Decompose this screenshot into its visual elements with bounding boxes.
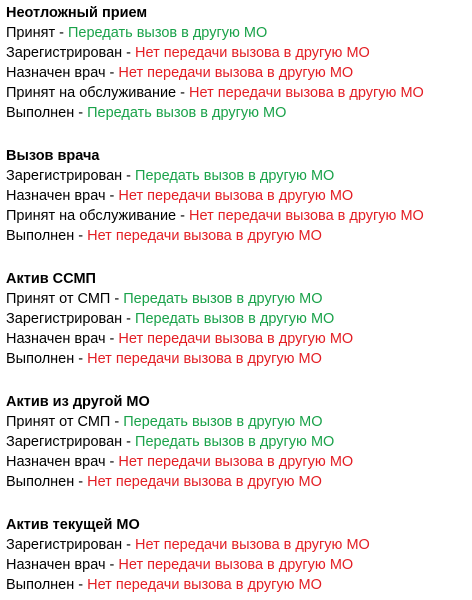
status-name: Принят от СМП <box>6 291 111 307</box>
status-name: Принят <box>6 25 56 41</box>
status-line <box>6 23 472 43</box>
status-name: Зарегистрирован <box>6 45 123 61</box>
status-name: Принят от СМП <box>6 414 111 430</box>
action-text: Нет передачи вызова в другую МО <box>135 45 370 61</box>
status-name: Выполнен <box>6 228 75 244</box>
status-line <box>6 186 472 206</box>
status-line <box>6 103 472 123</box>
section-title: Актив из другой МО <box>6 394 150 410</box>
status-name: Выполнен <box>6 577 75 593</box>
separator: - <box>74 228 88 244</box>
status-line <box>6 43 472 63</box>
separator: - <box>105 65 119 81</box>
action-text: Передать вызов в другую МО <box>123 414 323 430</box>
action-text: Нет передачи вызова в другую МО <box>87 228 322 244</box>
separator: - <box>122 434 136 450</box>
section-active-ssmp <box>6 269 472 369</box>
status-line <box>6 412 472 432</box>
status-name: Принят на обслуживание <box>6 208 177 224</box>
action-text: Передать вызов в другую МО <box>123 291 323 307</box>
separator: - <box>55 25 68 41</box>
status-name: Назначен врач <box>6 331 106 347</box>
separator: - <box>74 351 88 367</box>
status-name: Назначен врач <box>6 557 106 573</box>
section-title: Актив ССМП <box>6 271 96 287</box>
separator: - <box>105 557 119 573</box>
status-line <box>6 206 472 226</box>
status-name: Зарегистрирован <box>6 434 123 450</box>
separator: - <box>74 577 88 593</box>
status-line <box>6 289 472 309</box>
status-name: Зарегистрирован <box>6 311 123 327</box>
status-line <box>6 452 472 472</box>
section-title: Неотложный прием <box>6 5 148 21</box>
status-name: Зарегистрирован <box>6 537 123 553</box>
separator: - <box>122 311 136 327</box>
section-title: Актив текущей МО <box>6 517 140 533</box>
action-text: Передать вызов в другую МО <box>87 105 287 121</box>
action-text: Передать вызов в другую МО <box>135 434 335 450</box>
separator: - <box>122 168 136 184</box>
status-line <box>6 472 472 492</box>
status-line <box>6 349 472 369</box>
status-line <box>6 226 472 246</box>
section-active-other-mo <box>6 392 472 492</box>
status-name: Зарегистрирован <box>6 168 123 184</box>
separator: - <box>122 45 136 61</box>
separator: - <box>105 331 119 347</box>
separator: - <box>110 291 124 307</box>
section-urgent-reception <box>6 3 472 123</box>
status-name: Назначен врач <box>6 454 106 470</box>
status-line <box>6 555 472 575</box>
separator: - <box>110 414 124 430</box>
action-text: Нет передачи вызова в другую МО <box>87 351 322 367</box>
separator: - <box>74 474 88 490</box>
separator: - <box>176 208 190 224</box>
action-text: Нет передачи вызова в другую МО <box>87 577 322 593</box>
status-line <box>6 329 472 349</box>
status-name: Назначен врач <box>6 65 106 81</box>
action-text: Нет передачи вызова в другую МО <box>189 208 424 224</box>
action-text: Нет передачи вызова в другую МО <box>118 454 354 470</box>
action-text: Нет передачи вызова в другую МО <box>118 65 354 81</box>
status-line <box>6 309 472 329</box>
action-text: Передать вызов в другую МО <box>135 311 335 327</box>
action-text: Передать вызов в другую МО <box>67 25 268 41</box>
status-name: Выполнен <box>6 351 75 367</box>
section-title: Вызов врача <box>6 148 100 164</box>
section-active-current-mo <box>6 515 472 595</box>
action-text: Нет передачи вызова в другую МО <box>118 557 354 573</box>
status-line <box>6 575 472 595</box>
status-line <box>6 166 472 186</box>
status-line <box>6 535 472 555</box>
status-line <box>6 83 472 103</box>
status-line <box>6 432 472 452</box>
action-text: Нет передачи вызова в другую МО <box>118 188 354 204</box>
status-name: Принят на обслуживание <box>6 85 177 101</box>
action-text: Нет передачи вызова в другую МО <box>189 85 424 101</box>
separator: - <box>74 105 88 121</box>
status-line <box>6 63 472 83</box>
status-name: Назначен врач <box>6 188 106 204</box>
action-text: Нет передачи вызова в другую МО <box>87 474 322 490</box>
separator: - <box>176 85 190 101</box>
status-name: Выполнен <box>6 474 75 490</box>
section-doctor-call <box>6 146 472 246</box>
action-text: Нет передачи вызова в другую МО <box>118 331 354 347</box>
action-text: Передать вызов в другую МО <box>135 168 335 184</box>
separator: - <box>122 537 136 553</box>
separator: - <box>105 454 119 470</box>
separator: - <box>105 188 119 204</box>
action-text: Нет передачи вызова в другую МО <box>135 537 370 553</box>
status-name: Выполнен <box>6 105 75 121</box>
